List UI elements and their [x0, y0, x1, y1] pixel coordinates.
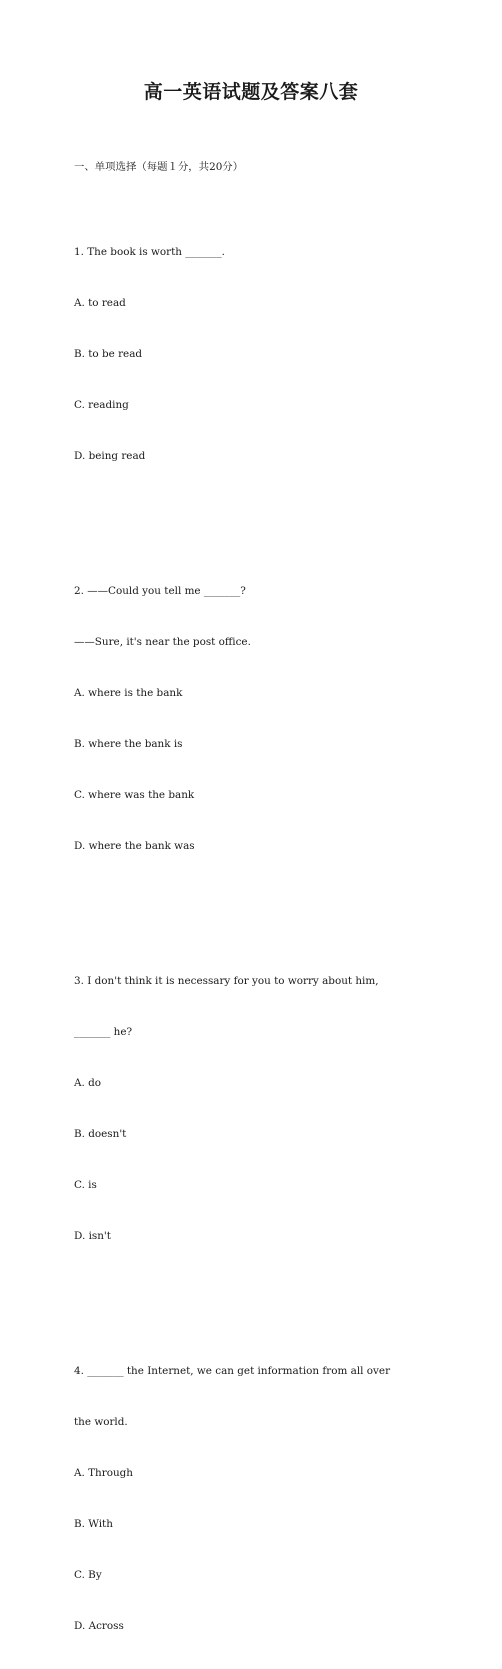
- question-2-option-a: A. where is the bank: [74, 687, 183, 699]
- question-1-stem: 1. The book is worth _______.: [74, 246, 225, 258]
- question-2-option-d: D. where the bank was: [74, 840, 195, 852]
- spacer: [74, 1279, 434, 1295]
- section-heading: 一、单项选择（每题１分，共20分）: [74, 161, 244, 173]
- question-4-option-d: D. Across: [74, 1620, 124, 1632]
- question-3-option-a: A. do: [74, 1077, 102, 1089]
- question-3-option-d: D. isn't: [74, 1230, 111, 1242]
- question-1-option-d: D. being read: [74, 450, 146, 462]
- question-4-stem-continued: the world.: [74, 1416, 128, 1428]
- question-3-option-c: C. is: [74, 1179, 97, 1191]
- question-4-stem: 4. _______ the Internet, we can get information from all over: [74, 1365, 391, 1377]
- question-1-option-b: B. to be read: [74, 348, 143, 360]
- question-1-option-c: C. reading: [74, 399, 129, 411]
- question-2-option-b: B. where the bank is: [74, 738, 183, 750]
- question-4-option-b: B. With: [74, 1518, 113, 1530]
- question-4-option-a: A. Through: [74, 1467, 133, 1479]
- document-body: [74, 125, 434, 1669]
- question-4-option-c: C. By: [74, 1569, 102, 1581]
- spacer: [74, 889, 434, 905]
- question-3-stem: 3. I don't think it is necessary for you to worry about him,: [74, 975, 379, 987]
- question-2-stem: 2. ——Could you tell me _______?: [74, 585, 246, 597]
- question-2-option-c: C. where was the bank: [74, 789, 195, 801]
- document-title: 高一英语试题及答案八套: [143, 81, 359, 103]
- question-1-option-a: A. to read: [74, 297, 126, 309]
- question-3-option-b: B. doesn't: [74, 1128, 127, 1140]
- question-2-response: ——Sure, it's near the post office.: [74, 636, 251, 648]
- spacer: [74, 499, 434, 515]
- question-3-stem-continued: _______ he?: [74, 1026, 133, 1038]
